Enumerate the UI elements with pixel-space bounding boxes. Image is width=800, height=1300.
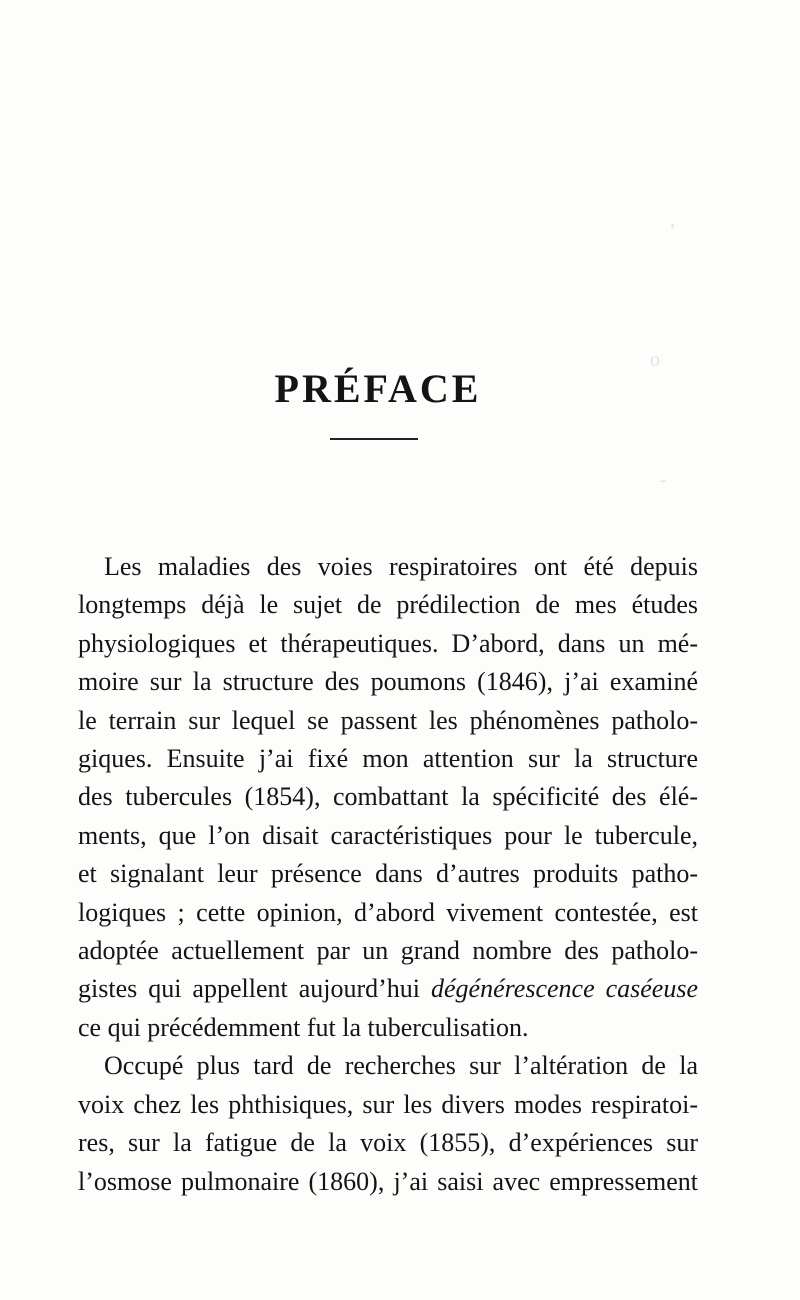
text-line bbox=[78, 855, 698, 893]
text-line bbox=[78, 625, 698, 663]
show-through-mark: , bbox=[670, 209, 675, 231]
text-segment: Les maladies des voies respiratoires ont été depuis bbox=[104, 552, 698, 581]
text-segment: physiologiques et thérapeutiques. D’abord, dans un mé- bbox=[78, 628, 698, 658]
text-segment: ce qui précédemment fut la tuberculisation. bbox=[78, 1012, 529, 1042]
show-through-mark: - bbox=[660, 469, 667, 491]
text-segment: voix chez les phthisiques, sur les divers modes respiratoi- bbox=[78, 1089, 698, 1119]
text-segment: l’osmose pulmonaire (1860), j’ai saisi avec empressement bbox=[78, 1166, 698, 1196]
text-line bbox=[78, 1009, 698, 1047]
text-line bbox=[78, 586, 698, 624]
show-through-mark: o bbox=[650, 349, 660, 371]
text-line bbox=[78, 778, 698, 816]
text-segment: moire sur la structure des poumons (1846), j’ai examiné bbox=[78, 667, 698, 697]
text-line bbox=[78, 548, 698, 586]
text-segment: Occupé plus tard de recherches sur l’altération de la bbox=[104, 1051, 698, 1081]
text-line bbox=[78, 702, 698, 740]
text-line bbox=[78, 740, 698, 778]
body-text bbox=[78, 548, 698, 1201]
text-line bbox=[78, 894, 698, 932]
text-line bbox=[78, 1047, 698, 1085]
text-segment: et signalant leur présence dans d’autres produits patho- bbox=[78, 859, 698, 889]
page-title: PRÉFACE bbox=[274, 365, 482, 411]
text-segment: res, sur la fatigue de la voix (1855), d’expériences sur bbox=[78, 1128, 698, 1158]
text-segment: adoptée actuellement par un grand nombre des patholo- bbox=[78, 936, 698, 966]
italic-term: dégénérescence caséeuse bbox=[431, 974, 698, 1004]
text-line bbox=[78, 663, 698, 701]
text-line bbox=[78, 817, 698, 855]
text-line bbox=[78, 1124, 698, 1162]
text-segment: ments, que l’on disait caractéristiques pour le tubercule, bbox=[78, 820, 698, 850]
text-line bbox=[78, 1163, 698, 1201]
text-line bbox=[78, 1086, 698, 1124]
text-segment: des tubercules (1854), combattant la spécificité des élé- bbox=[78, 782, 698, 812]
title-rule bbox=[330, 438, 418, 440]
text-segment: logiques ; cette opinion, d’abord vivement contestée, est bbox=[78, 897, 698, 927]
text-segment: le terrain sur lequel se passent les phénomènes patholo- bbox=[78, 705, 698, 735]
text-line bbox=[78, 970, 698, 1008]
text-line bbox=[78, 932, 698, 970]
text-segment: giques. Ensuite j’ai fixé mon attention sur la structure bbox=[78, 744, 698, 774]
text-segment: longtemps déjà le sujet de prédilection de mes études bbox=[78, 590, 698, 620]
text-segment: gistes qui appellent aujourd’hui bbox=[78, 974, 432, 1004]
